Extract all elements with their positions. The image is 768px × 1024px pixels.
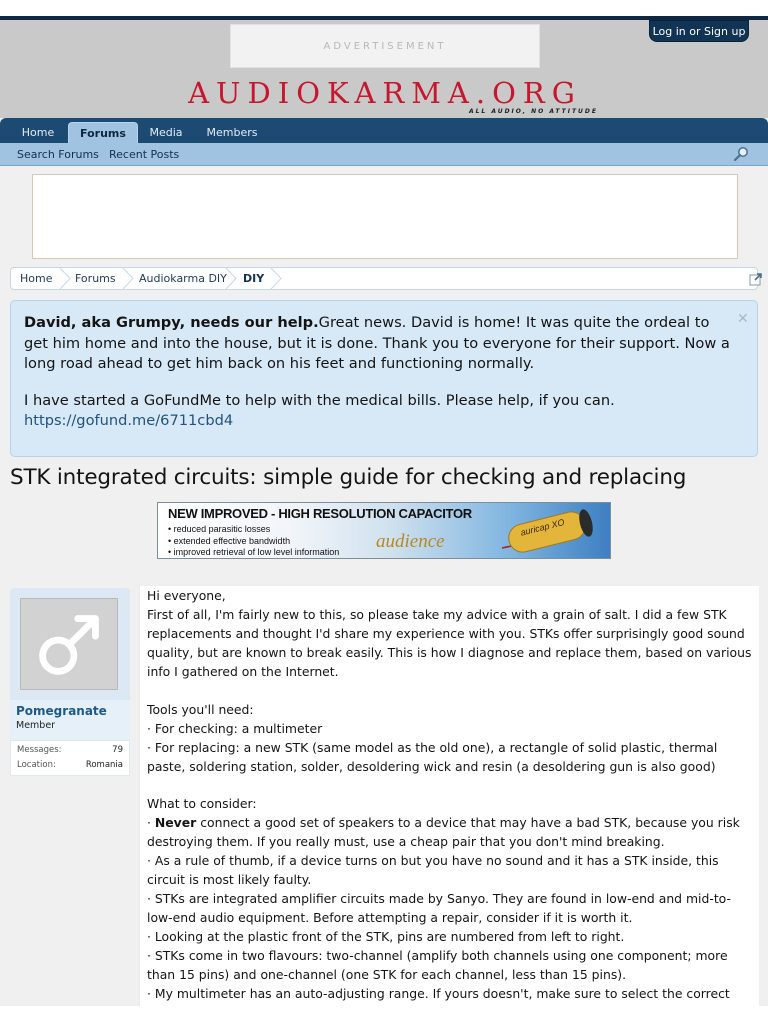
consider-item: · Looking at the plastic front of the STK, pins are numbered from left to right.: [147, 929, 625, 945]
consider-item: · STKs come in two flavours: two-channel (amplify both channels using one component; more than 15 pins) and one-channel (one STK for each channel, less than 15 pins).: [147, 948, 728, 983]
subnav-search-forums[interactable]: Search Forums: [17, 147, 99, 161]
capacitor-image: [500, 508, 600, 554]
notice-paragraph-2: [24, 391, 736, 432]
tab-members[interactable]: Members: [206, 126, 258, 139]
breadcrumb-separator-icon: [121, 268, 135, 289]
post-intro: First of all, I'm fairly new to this, so please take my advice with a grain of salt. I did a few STK replacements and thought I'd share my experience with you. STKs offer surprisingly good sound quality, but are known to break easily. This is how I diagnose and replace them, based on various info I gathered on the Internet.: [147, 606, 752, 679]
ad-bullet: • improved retrieval of low level information: [168, 547, 340, 557]
breadcrumb-separator-icon: [269, 268, 283, 289]
messages-count[interactable]: 79: [112, 745, 123, 755]
breadcrumb-audiokarma-diy[interactable]: Audiokarma DIY: [139, 272, 227, 285]
notice-text-1: Great news. David is home! It was quite the ordeal to get him home and into the house, but it is done. Thank you to everyone for their support. Now a long road ahead to get him back on his feet and functioning normally.: [24, 314, 730, 372]
site-notice: [10, 300, 758, 457]
consider-heading: What to consider:: [147, 796, 257, 812]
capacitor-advertisement[interactable]: [157, 502, 611, 559]
post-greeting: Hi everyone,: [147, 588, 226, 603]
ad-headline: NEW IMPROVED - HIGH RESOLUTION CAPACITOR: [168, 506, 472, 521]
user-meta: [10, 700, 130, 740]
location-value[interactable]: Romania: [85, 760, 123, 770]
consider-item: [147, 814, 755, 852]
consider-item-text: connect a good set of speakers to a device that may have a bad STK, because you risk destroying them. If you really must, use a cheap pair that you don't mind breaking.: [147, 815, 740, 850]
username-link[interactable]: Pomegranate: [16, 704, 107, 718]
ad-brand: audience: [376, 531, 445, 552]
avatar-container: [10, 588, 130, 700]
tools-heading: Tools you'll need:: [147, 701, 254, 717]
avatar[interactable]: [20, 598, 118, 690]
advertisement-label: ADVERTISEMENT: [323, 40, 447, 52]
notice-text-2: I have started a GoFundMe to help with the medical bills. Please help, if you can.: [24, 391, 615, 409]
main-nav: [0, 118, 768, 143]
consider-item: · STKs are integrated amplifier circuits made by Sanyo. They are found in low-end and mid-to-low-end audio equipment. Before attempting a repair, consider if it is worth it.: [147, 891, 731, 926]
subnav-recent-posts[interactable]: Recent Posts: [109, 147, 180, 161]
logo-wordmark: AUDIOKARMA.ORG: [188, 76, 582, 110]
ad-product-label: auricap XO: [519, 517, 566, 538]
bullet-marker: ·: [147, 815, 155, 831]
ad-bullet-list: [168, 524, 339, 559]
breadcrumb: [10, 267, 758, 290]
tab-home[interactable]: Home: [21, 126, 55, 139]
tab-media[interactable]: Media: [149, 126, 183, 139]
user-info-card: [10, 588, 130, 776]
post-message-text: [147, 587, 755, 1004]
breadcrumb-diy[interactable]: DIY: [243, 272, 265, 285]
ad-bullet: • reduced parasitic losses: [168, 524, 271, 534]
logo-tagline: ALL AUDIO, NO ATTITUDE: [468, 108, 598, 115]
tool-item: · For replacing: a new STK (same model as the old one), a rectangle of solid plastic, thermal paste, soldering station, solder, desoldering wick and resin (a desoldering gun is also good): [147, 739, 718, 774]
location-stat: [17, 760, 123, 774]
sub-nav: [0, 143, 768, 166]
messages-label: Messages:: [17, 745, 62, 755]
notice-body: [24, 313, 736, 432]
post-content: [139, 586, 759, 1006]
consider-item: · As a rule of thumb, if a device turns on but you have no sound and it has a STK inside, this circuit is most likely faulty.: [147, 853, 719, 888]
thread-title: STK integrated circuits: simple guide for checking and replacing: [10, 465, 687, 490]
user-title: Member: [16, 720, 56, 731]
breadcrumb-separator-icon: [58, 268, 72, 289]
user-stats: [10, 740, 130, 776]
bottom-strip: [0, 1006, 768, 1024]
messages-stat: [17, 745, 123, 759]
consider-item: · My multimeter has an auto-adjusting range. If yours doesn't, make sure to select the correct: [147, 985, 730, 1001]
tab-forums[interactable]: Forums: [68, 122, 138, 143]
close-icon[interactable]: ✕: [737, 311, 749, 327]
ad-bullet: • extended effective bandwidth: [168, 535, 291, 546]
site-logo[interactable]: [160, 72, 610, 118]
breadcrumb-forums[interactable]: Forums: [75, 272, 116, 285]
search-icon[interactable]: [733, 146, 749, 162]
tool-item: · For checking: a multimeter: [147, 720, 323, 736]
breadcrumb-home[interactable]: Home: [20, 272, 53, 285]
location-label: Location:: [17, 760, 56, 770]
warning-emphasis: Never: [154, 815, 197, 831]
notice-paragraph-1: [24, 313, 736, 375]
gofundme-link[interactable]: https://gofund.me/6711cbd4: [24, 412, 234, 429]
notice-headline: David, aka Grumpy, needs our help.: [24, 314, 319, 331]
login-signup-button[interactable]: Log in or Sign up: [649, 20, 749, 42]
header-advertisement[interactable]: [230, 24, 540, 68]
breadcrumb-separator-icon: [224, 268, 238, 289]
jump-to-page-icon[interactable]: [749, 272, 763, 286]
banner-ad-slot[interactable]: [32, 174, 738, 259]
